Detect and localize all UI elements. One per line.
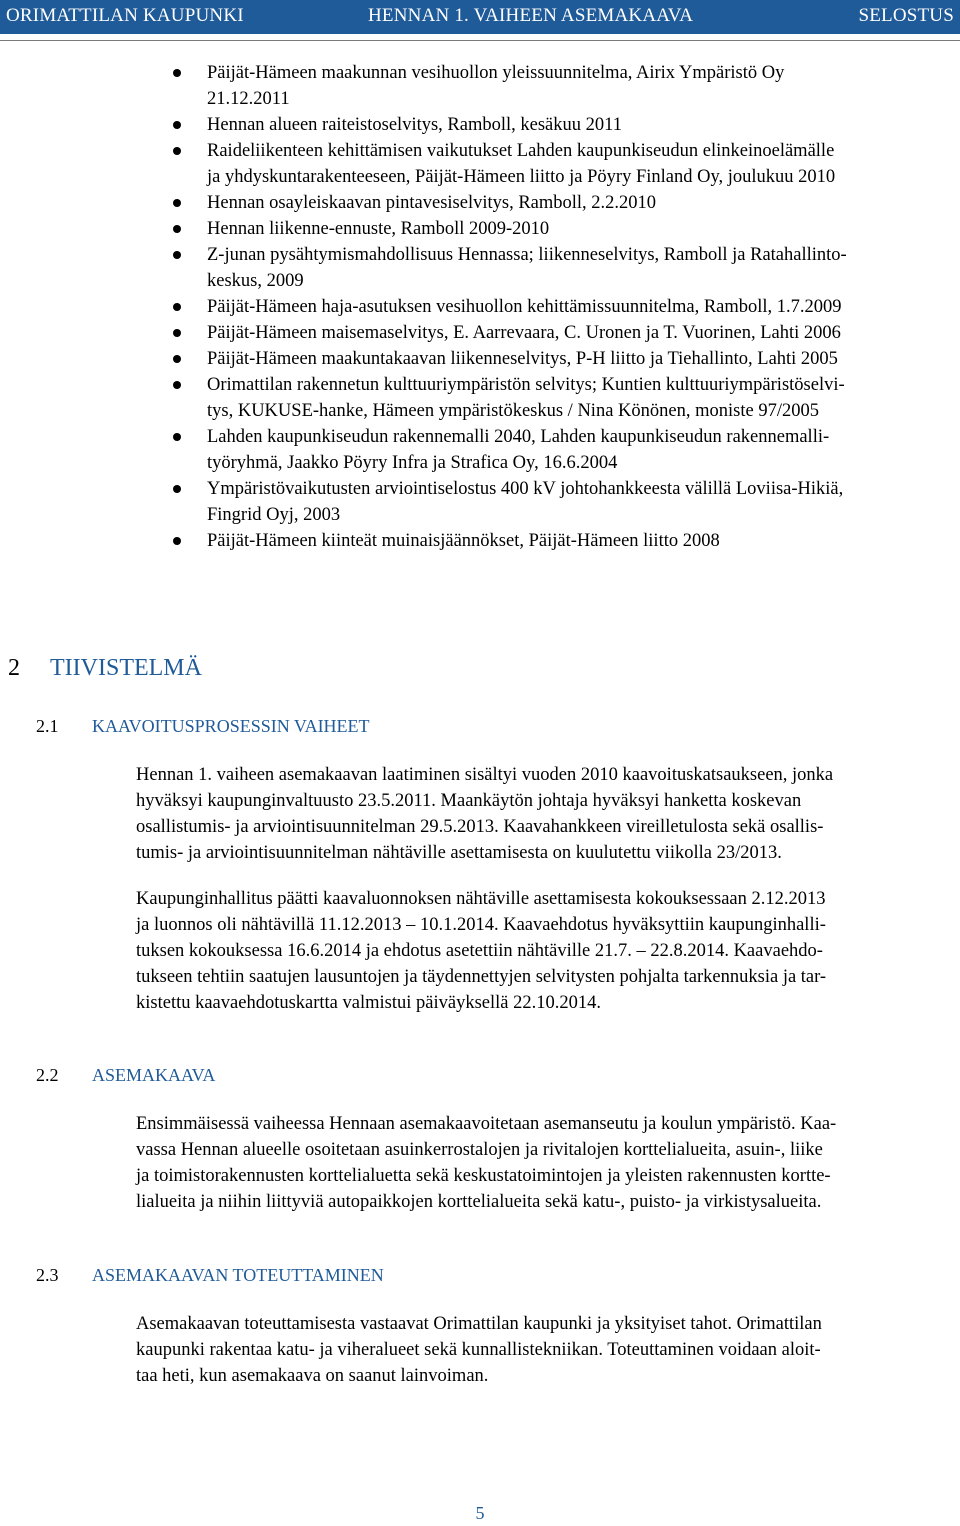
subsection-heading-2-3 <box>36 1265 384 1286</box>
reference-text-line: Raideliikenteen kehittämisen vaikutukset Lahden kaupunkiseudun elinkeinoelämälle <box>207 141 835 161</box>
reference-text-line: Päijät-Hämeen maakunnan vesihuollon yleissuunnitelma, Airix Ympäristö Oy <box>207 63 785 83</box>
text-line: kistettu kaavaehdotuskartta valmistui päiväyksellä 22.10.2014. <box>136 993 601 1013</box>
bullet-icon <box>173 225 181 233</box>
text-line: hyväksyi kaupunginvaltuusto 23.5.2011. Maankäytön johtaja hyväksyi hanketta koskevan <box>136 791 802 811</box>
text-line: kaupunki rakentaa katu- ja viheralueet sekä kunnallistekniikan. Toteuttaminen voidaan aloit- <box>136 1340 821 1360</box>
reference-text-line: ja yhdyskuntarakenteeseen, Päijät-Hämeen liitto ja Pöyry Finland Oy, joulukuu 2010 <box>207 167 836 187</box>
reference-item <box>173 372 958 424</box>
subsection-number: 2.2 <box>36 1065 59 1085</box>
bullet-icon <box>173 147 181 155</box>
paragraph-2-2 <box>136 1111 956 1215</box>
header-document-type: SELOSTUS <box>858 5 954 26</box>
section-title: TIIVISTELMÄ <box>50 655 202 681</box>
text-line: tumis- ja arviointisuunnitelman nähtäville asettamisesta on kuulutettu viikolla 23/2013. <box>136 843 782 863</box>
text-line: tukseen tehtiin saatujen lausuntojen ja täydennettyjen selvitysten pohjalta tarkennuksia ja tar- <box>136 967 827 987</box>
reference-text-line: Päijät-Hämeen maakuntakaavan liikenneselvitys, P-H liitto ja Tiehallinto, Lahti 2005 <box>207 349 838 369</box>
bullet-icon <box>173 69 181 77</box>
reference-item <box>173 476 958 528</box>
text-line: Asemakaavan toteuttamisesta vastaavat Orimattilan kaupunki ja yksityiset tahot. Orimattilan <box>136 1314 822 1334</box>
text-line: taa heti, kun asemakaava on saanut lainvoiman. <box>136 1366 489 1386</box>
reference-item <box>173 242 958 294</box>
paragraph-2-3 <box>136 1311 956 1389</box>
text-line: tuksen kokouksessa 16.6.2014 ja ehdotus asetettiin nähtäville 21.7. – 22.8.2014. Kaavaehdo- <box>136 941 823 961</box>
bullet-icon <box>173 121 181 129</box>
page-header <box>0 0 960 34</box>
bullet-icon <box>173 485 181 493</box>
header-organization: ORIMATTILAN KAUPUNKI <box>6 5 244 26</box>
bullet-icon <box>173 329 181 337</box>
header-document-title: HENNAN 1. VAIHEEN ASEMAKAAVA <box>368 5 694 26</box>
page-number: 5 <box>475 1503 485 1523</box>
reference-text-line: Päijät-Hämeen haja-asutuksen vesihuollon kehittämissuunnitelma, Ramboll, 1.7.2009 <box>207 297 842 317</box>
text-line: ja toimistorakennusten korttelialuetta sekä keskustatoimintojen ja yleisten rakennusten kortte- <box>136 1166 831 1186</box>
text-line: Kaupunginhallitus päätti kaavaluonnoksen nähtäville asettamisesta kokouksessaan 2.12.2013 <box>136 889 826 909</box>
reference-text-line: 21.12.2011 <box>207 89 290 109</box>
bullet-icon <box>173 199 181 207</box>
text-line: ja luonnos oli nähtävillä 11.12.2013 – 10.1.2014. Kaavaehdotus hyväksyttiin kaupunginhalli- <box>136 915 826 935</box>
paragraph-2-1-b <box>136 886 956 1016</box>
reference-item <box>173 294 958 320</box>
reference-text-line: Fingrid Oyj, 2003 <box>207 505 341 525</box>
reference-list <box>173 60 958 554</box>
bullet-icon <box>173 433 181 441</box>
bullet-icon <box>173 251 181 259</box>
reference-item <box>173 320 958 346</box>
reference-text-line: Päijät-Hämeen kiinteät muinaisjäännökset, Päijät-Hämeen liitto 2008 <box>207 531 720 551</box>
header-divider <box>0 40 960 41</box>
reference-text-line: Lahden kaupunkiseudun rakennemalli 2040, Lahden kaupunkiseudun rakennemalli- <box>207 427 830 447</box>
text-line: Ensimmäisessä vaiheessa Hennaan asemakaavoitetaan asemanseutu ja koulun ympäristö. Kaa- <box>136 1114 837 1134</box>
reference-text-line: Päijät-Hämeen maisemaselvitys, E. Aarrevaara, C. Uronen ja T. Vuorinen, Lahti 2006 <box>207 323 841 343</box>
text-line: lialueita ja niihin liittyviä autopaikkojen korttelialueita sekä katu-, puisto- ja virkistysalueita. <box>136 1192 822 1212</box>
subsection-heading-2-2 <box>36 1065 215 1086</box>
reference-text-line: Ympäristövaikutusten arviointiselostus 400 kV johtohankkeesta välillä Loviisa-Hikiä, <box>207 479 844 499</box>
reference-text-line: Z-junan pysähtymismahdollisuus Hennassa; liikenneselvitys, Ramboll ja Ratahallinto- <box>207 245 847 265</box>
section-number: 2 <box>8 655 20 681</box>
reference-item <box>173 528 958 554</box>
subsection-title: ASEMAKAAVAN TOTEUTTAMINEN <box>92 1265 384 1285</box>
subsection-number: 2.1 <box>36 716 59 736</box>
text-line: osallistumis- ja arviointisuunnitelman 29.5.2013. Kaavahankkeen vireilletulosta sekä osallis- <box>136 817 824 837</box>
reference-item <box>173 112 958 138</box>
reference-text-line: keskus, 2009 <box>207 271 304 291</box>
reference-text-line: tys, KUKUSE-hanke, Hämeen ympäristökeskus / Nina Könönen, moniste 97/2005 <box>207 401 819 421</box>
subsection-heading-2-1 <box>36 716 370 737</box>
text-line: vassa Hennan alueelle osoitetaan asuinkerrostalojen ja rivitalojen korttelialueita, asuin-, liike <box>136 1140 823 1160</box>
reference-text-line: työryhmä, Jaakko Pöyry Infra ja Strafica Oy, 16.6.2004 <box>207 453 618 473</box>
reference-item <box>173 190 958 216</box>
reference-text-line: Orimattilan rakennetun kulttuuriympäristön selvitys; Kuntien kulttuuriympäristöselvi- <box>207 375 845 395</box>
subsection-title: ASEMAKAAVA <box>92 1065 216 1085</box>
bullet-icon <box>173 537 181 545</box>
reference-item <box>173 216 958 242</box>
bullet-icon <box>173 381 181 389</box>
reference-item <box>173 138 958 190</box>
reference-item <box>173 60 958 112</box>
reference-item <box>173 346 958 372</box>
reference-text-line: Hennan alueen raiteistoselvitys, Ramboll, kesäkuu 2011 <box>207 115 622 135</box>
section-heading-2 <box>8 655 202 682</box>
bullet-icon <box>173 355 181 363</box>
reference-text-line: Hennan osayleiskaavan pintavesiselvitys, Ramboll, 2.2.2010 <box>207 193 657 213</box>
subsection-number: 2.3 <box>36 1265 59 1285</box>
bullet-icon <box>173 303 181 311</box>
reference-item <box>173 424 958 476</box>
subsection-title: KAAVOITUSPROSESSIN VAIHEET <box>92 716 370 736</box>
text-line: Hennan 1. vaiheen asemakaavan laatiminen sisältyi vuoden 2010 kaavoituskatsaukseen, jonka <box>136 765 834 785</box>
reference-text-line: Hennan liikenne-ennuste, Ramboll 2009-2010 <box>207 219 550 239</box>
paragraph-2-1-a <box>136 762 956 866</box>
